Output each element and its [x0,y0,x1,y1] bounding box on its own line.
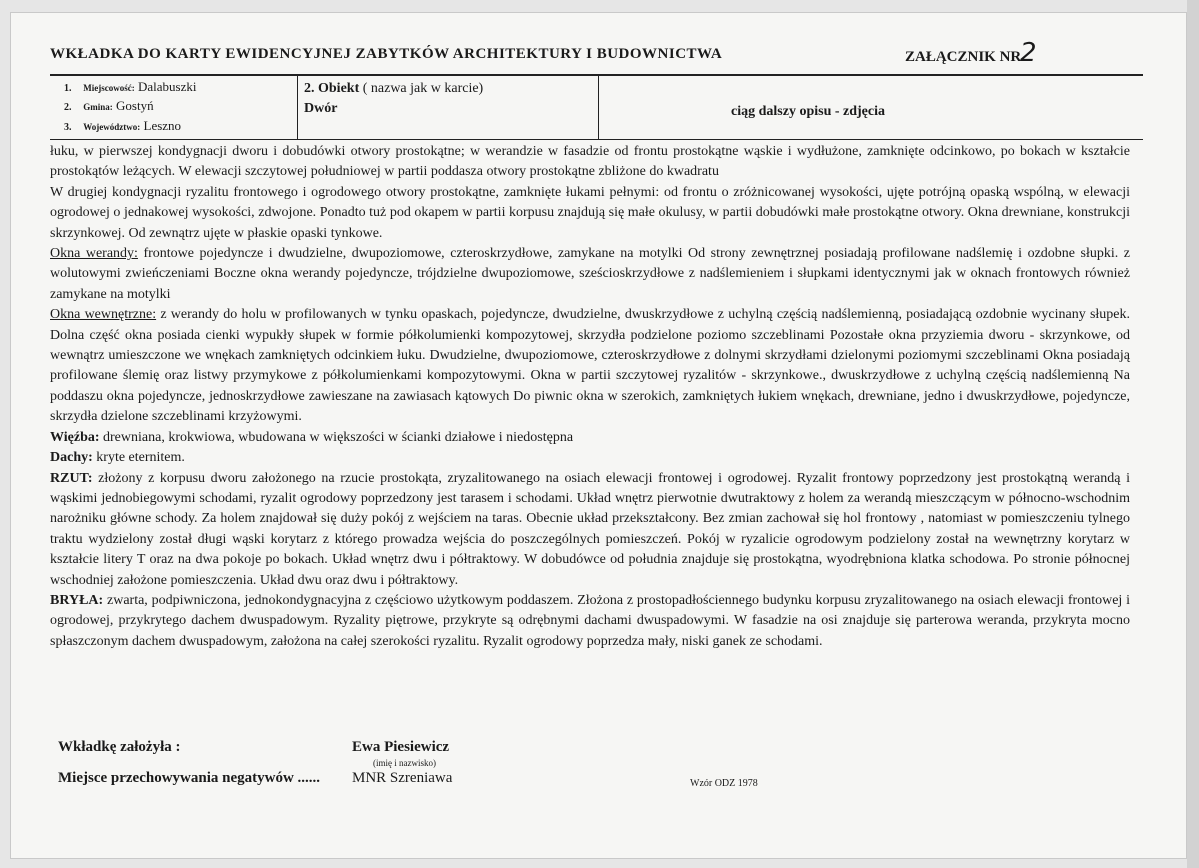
header-divider-1 [297,76,298,139]
paragraph-second-storey: W drugiej kondygnacji ryzalitu frontowego i ogrodowego otwory prostokątne, zamknięte łukami pełnymi: od frontu o zróżnicowanej wysokości, ujęte potrójną opaską wspólną, w elewacji ogrodowej o jednakowej wysokości, zdwojone. Ponadto tuż pod okapem w partii korpusu znajdują się małe okulusy, w partii dobudówki małe prostokątne otwory. Okna drewniane, konstrukcji skrzynkowej. Od zewnątrz ujęte w płaskie opaski tynkowe. [50,184,1130,241]
paragraph-massing [50,591,1130,652]
document-title: WKŁADKA DO KARTY EWIDENCYJNEJ ZABYTKÓW ARCHITEKTURY I BUDOWNICTWA [50,46,723,62]
field-commune-num: 2. [64,102,72,113]
attachment-label: ZAŁĄCZNIK NR [905,49,1022,65]
field-voivodeship-value: Leszno [143,118,182,133]
field-locality-num: 1. [64,83,72,94]
veranda-windows-text: frontowe pojedyncze i dwudzielne, dwupoziomowe, czteroskrzydłowe, zamykane na motylki Od strony zewnętrznej posiadają profilowane nadślemię i ozdobne słupki. z wolutowymi zwieńczeniami Boczne okna werandy pojedyncze, trójdzielne dwupoziomowe, sześcioskrzydłowe z nadślemieniem i słupkami identycznymi jak w oknach frontowych również zamykane na motylki [50,246,1130,302]
paragraph-plan [50,469,1130,591]
massing-heading: BRYŁA: [50,592,104,608]
field-voivodeship-num: 3. [64,122,72,133]
object-label-text: 2. Obiekt [304,81,360,96]
header-divider-2 [598,76,599,139]
roof-truss-text: drewniana, krokwiowa, wbudowana w większości w ścianki działowe i niedostępna [99,429,574,445]
negatives-value: MNR Szreniawa [352,770,453,786]
negatives-label: Miejsce przechowywania negatywów ...... [58,770,321,786]
plan-heading: RZUT: [50,470,93,486]
massing-text: zwarta, podpiwniczona, jednokondygnacyjna z częściowo użytkowym poddaszem. Złożona z prostopadłościennego budynku korpusu zryzalitowanego na osiach elewacji frontowej i ogrodowej, przykrytego dachem dwuspadowym. Ryzality piętrowe, przykryte są odrębnymi dachami dwuspadowymi. W fasadzie na osi znajduje się parterowa weranda, przykryta mocno spłaszczonym dachem dwuspadowym, założona na całej szerokości ryzalitu. Ryzalit ogrodowy poprzedza mały, niski ganek ze schodami. [50,592,1130,649]
field-voivodeship [64,118,181,134]
field-voivodeship-label: Województwo: [83,122,141,132]
field-locality [64,79,196,95]
header-rule-top [50,74,1143,76]
roofs-heading: Dachy: [50,450,93,466]
field-locality-value: Dalabuszki [137,79,197,94]
form-model: Wzór ODZ 1978 [690,778,758,789]
continuation-label: ciąg dalszy opisu - zdjęcia [731,104,885,119]
roof-truss-heading: Więźba: [50,429,100,445]
paragraph-veranda-windows [50,244,1130,305]
field-commune-value: Gostyń [116,98,154,113]
description-body [50,142,1130,652]
object-value: Dwór [304,101,338,116]
header-rule-bottom [50,139,1143,140]
paragraph-openings: łuku, w pierwszej kondygnacji dworu i dobudówki otwory prostokątne; w werandzie w fasadzie od frontu prostokątne wąskie i wydłużone, zamknięte odcinkowo, po bokach w kształcie prostokątów leżących. W elewacji szczytowej południowej w partii poddasza otwory prostokątne zbliżone do kwadratu [50,144,1130,180]
paragraph-roofs [50,448,1130,468]
inner-windows-text: z werandy do holu w profilowanych w tynku opaskach, pojedyncze, dwudzielne, dwuskrzydłowe z uchylną częścią nadślemienną, posiadającą ozdobnie wycinany słupek. Dolna część okna posiada cienki wypukły słupek w formie półkolumienki kompozytowej, skrzydła podzielone poziomo szczeblinami Pozostałe okna przyziemia dworu - skrzynkowe, od wewnątrz umieszczone we wnękach zamkniętych odcinkiem łuku. Dwudzielne, dwupoziomowe, czteroskrzydłowe z dolnymi skrzydłami dzielonymi poziomymi szczeblinami Okna posiadają profilowane ślemię oraz listwy przymykowe z półkolumienkami kompozytowymi. Okna w partii szczytowej ryzalitów - skrzynkowe., dwuskrzydłowe z uchylną częścią nadślemienną Na poddaszu okna pojedyncze, jednoskrzydłowe zawieszane na zawiasach kątowych Do piwnic okna w szerokich, zamkniętych łukiem wnękach, drewniane, jedno i dwuskrzydłowe, pojedyncze, skrzydła dzielone szczeblinami krzyżowymi. [50,307,1131,425]
field-commune [64,98,154,114]
field-locality-label: Miejscowość: [83,83,135,93]
author-value: Ewa Piesiewicz [352,739,450,755]
inner-windows-heading: Okna wewnętrzne: [50,307,157,323]
paragraph-inner-windows [50,305,1130,427]
plan-text: złożony z korpusu dworu założonego na rzucie prostokąta, zryzalitowanego na osiach elewacji frontowej i ogrodowej. Ryzalit frontowy poprzedzony jest prostokątną werandą i wąskimi jednobiegowymi schodami, ryzalit ogrodowy poprzedzony jest tarasem i schodami. Układ wnętrz pierwotnie dwutraktowy z holem za werandą mieszczącym w północno-wschodnim narożniku główne schody. Za holem znajdował się duży pokój z wejściem na taras. Obecnie układ przekształcony. Bez zmian zachował się hol frontowy , natomiast w pomieszczeniu tylnego traktu wydzielony został długi wąski korytarz z którego prowadza wejścia do poszczególnych pomieszczeń. Pokój w ryzalicie ogrodowym podzielony został na wewnętrzny korytarz w kształcie litery T oraz na dwa pokoje po bokach. Układ wnętrz dwu i półtraktowy. W dobudówce od południa znajduje się prostokątna, wyodrębniona klatka schodowa. Po stronie północnej wschodniej założone pomieszczenia. Układ dwu oraz dwu i półtraktowy. [50,470,1130,588]
attachment-number: 2 [1020,38,1037,68]
author-caption: (imię i nazwisko) [373,758,436,768]
object-note: ( nazwa jak w karcie) [362,81,484,96]
author-label: Wkładkę założyła : [58,739,181,755]
field-commune-label: Gmina: [83,102,113,112]
paragraph-roof-truss [50,428,1130,448]
scan-edge [1187,0,1199,868]
object-label [304,81,483,97]
veranda-windows-heading: Okna werandy: [50,246,138,262]
roofs-text: kryte eternitem. [92,450,185,466]
